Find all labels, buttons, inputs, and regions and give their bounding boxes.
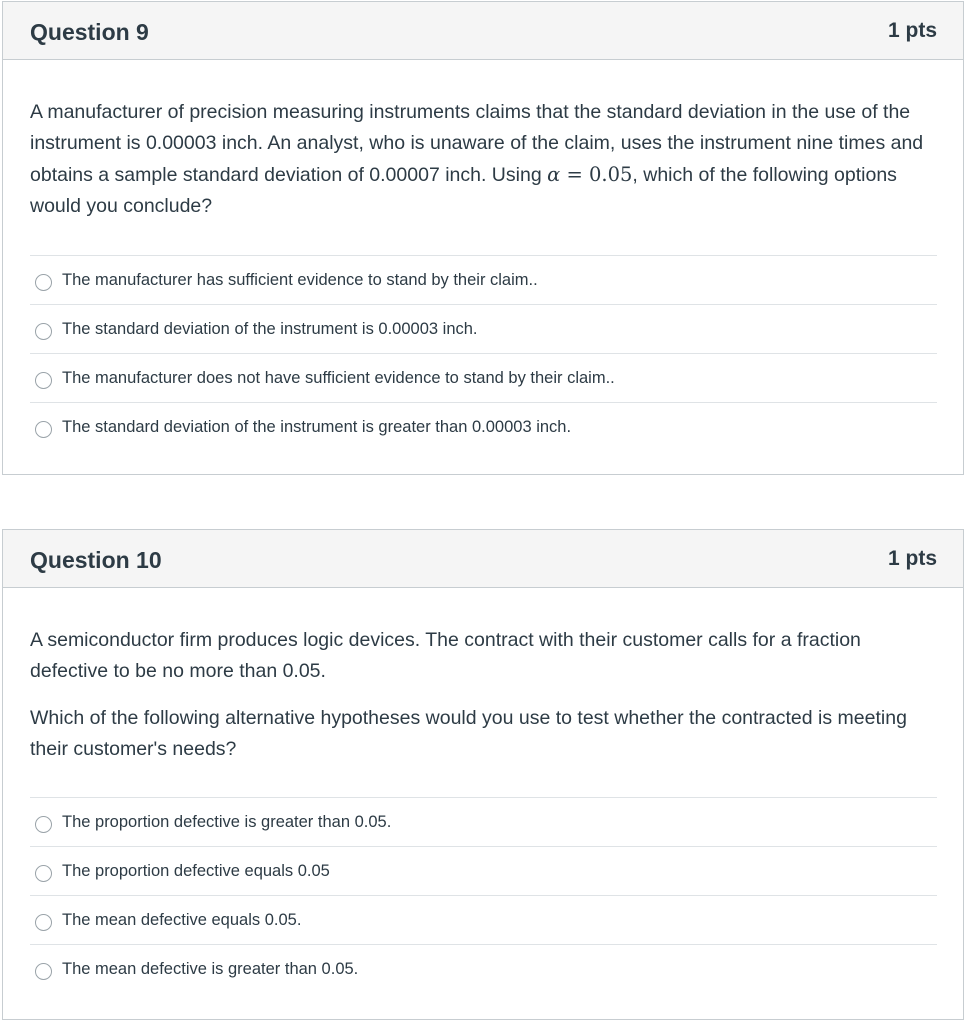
answer-option[interactable] bbox=[30, 945, 937, 993]
answer-option[interactable] bbox=[30, 896, 937, 945]
question-points: 1 pts bbox=[887, 19, 937, 42]
answer-option[interactable] bbox=[30, 354, 937, 403]
radio-button[interactable] bbox=[35, 914, 52, 931]
answer-option[interactable] bbox=[30, 403, 937, 451]
radio-button[interactable] bbox=[35, 816, 52, 833]
answer-list bbox=[30, 255, 937, 451]
question-text-part-2: , which of the following options would you conclude? bbox=[30, 164, 897, 217]
question-body bbox=[3, 60, 963, 451]
radio-button[interactable] bbox=[35, 865, 52, 882]
answer-option[interactable] bbox=[30, 847, 937, 896]
answer-label[interactable]: The mean defective is greater than 0.05. bbox=[62, 959, 359, 978]
alpha-expression bbox=[547, 163, 632, 186]
answer-list bbox=[30, 797, 937, 993]
radio-button[interactable] bbox=[35, 372, 52, 389]
answer-label[interactable]: The proportion defective equals 0.05 bbox=[62, 861, 330, 880]
question-header bbox=[3, 530, 963, 588]
radio-button[interactable] bbox=[35, 323, 52, 340]
question-paragraph-1: A semiconductor firm produces logic devices. The contract with their customer calls for a fraction defective to be no more than 0.05. bbox=[30, 629, 861, 682]
question-header bbox=[3, 2, 963, 60]
answer-label[interactable]: The proportion defective is greater than 0.05. bbox=[62, 812, 392, 831]
answer-label[interactable]: The standard deviation of the instrument is greater than 0.00003 inch. bbox=[62, 417, 572, 436]
question-text bbox=[30, 60, 937, 255]
alpha-value: = 0.05 bbox=[560, 163, 633, 186]
answer-label[interactable]: The manufacturer has sufficient evidence to stand by their claim.. bbox=[62, 270, 538, 289]
answer-label[interactable]: The mean defective equals 0.05. bbox=[62, 910, 302, 929]
question-10-card bbox=[2, 529, 964, 1020]
answer-option[interactable] bbox=[30, 798, 937, 847]
answer-label[interactable]: The standard deviation of the instrument is 0.00003 inch. bbox=[62, 319, 478, 338]
radio-button[interactable] bbox=[35, 963, 52, 980]
question-9-card bbox=[2, 1, 964, 475]
answer-label[interactable]: The manufacturer does not have sufficient evidence to stand by their claim.. bbox=[62, 368, 615, 387]
answer-option[interactable] bbox=[30, 305, 937, 354]
question-points: 1 pts bbox=[887, 547, 937, 570]
radio-button[interactable] bbox=[35, 421, 52, 438]
question-text-part-1: A manufacturer of precision measuring instruments claims that the standard deviation in the use of the instrument is 0.00003 inch. An analyst, who is unaware of the claim, uses the instrument nine times and obtains a sample standard deviation of 0.00007 inch. Using bbox=[30, 101, 924, 186]
alpha-symbol: α bbox=[547, 163, 561, 186]
question-title: Question 9 bbox=[30, 19, 149, 45]
question-title: Question 10 bbox=[30, 547, 162, 573]
question-body bbox=[3, 588, 963, 993]
question-paragraph-2: Which of the following alternative hypotheses would you use to test whether the contracted is meeting their customer's needs? bbox=[30, 707, 907, 760]
radio-button[interactable] bbox=[35, 274, 52, 291]
answer-option[interactable] bbox=[30, 256, 937, 305]
